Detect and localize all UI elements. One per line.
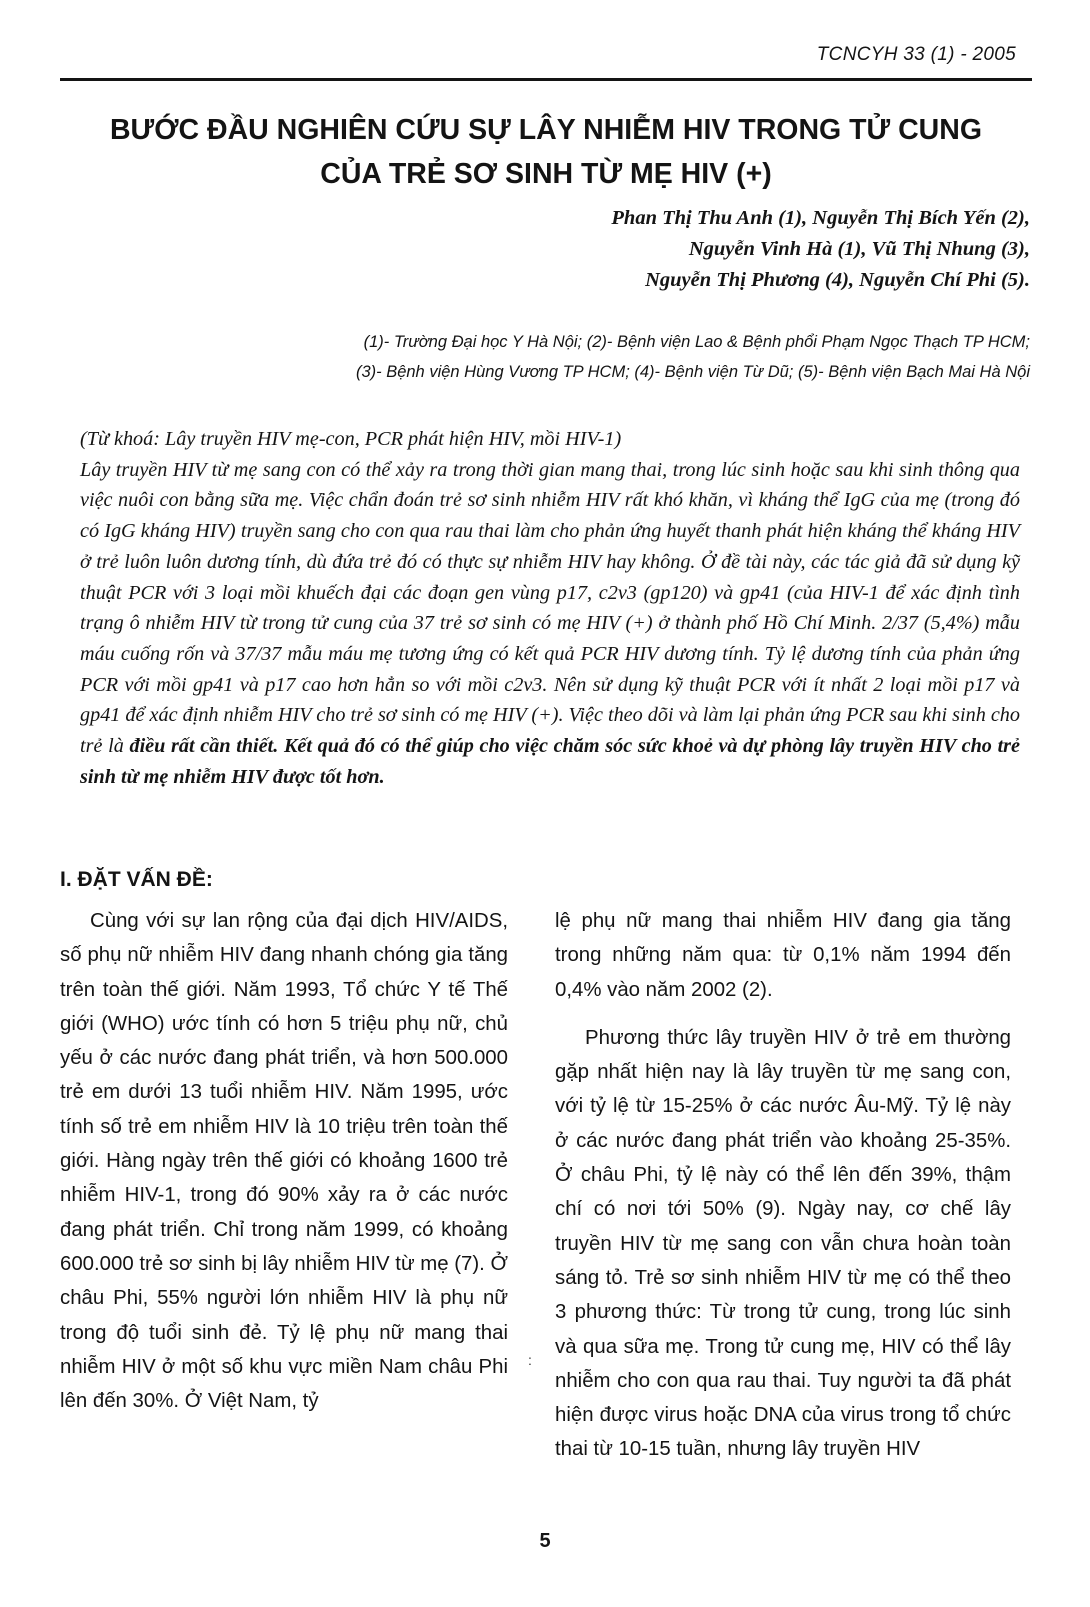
author-list (611, 203, 1030, 296)
affiliations (356, 327, 1030, 387)
abstract (80, 424, 1020, 792)
right-column (555, 904, 1011, 1467)
affiliation-line-2: (3)- Bệnh viện Hùng Vương TP HCM; (4)- Bệnh viện Từ Dũ; (5)- Bệnh viện Bạch Mai Hà Nội (355, 363, 1030, 381)
abstract-body-bold: điều rất cần thiết. Kết quả đó có thể giúp cho việc chăm sóc sức khoẻ và dự phòng lây truyền HIV cho trẻ sinh từ mẹ nhiễm HIV được tốt hơn. (80, 735, 1020, 788)
left-column (60, 904, 508, 1418)
abstract-body-text: Lây truyền HIV từ mẹ sang con có thể xảy ra trong thời gian mang thai, trong lúc sinh hoặc sau khi sinh thông qua việc nuôi con bằng sữa mẹ. Việc chẩn đoán trẻ sơ sinh nhiễm HIV rất khó khăn, vì kháng thể IgG của mẹ (trong đó có IgG kháng HIV) truyền sang cho con qua rau thai làm cho phản ứng huyết thanh phát hiện kháng thể kháng HIV ở trẻ luôn luôn dương tính, dù đứa trẻ đó có thực sự nhiễm HIV hay không. Ở đề tài này, các tác giả đã sử dụng kỹ thuật PCR với 3 loại mồi khuếch đại các đoạn gen vùng p17, c2v3 (gp120) và gp41 (của HIV-1 để xác định tình trạng ô nhiễm HIV từ trong tử cung của 37 trẻ sơ sinh có mẹ HIV (+) ở thành phố Hồ Chí Minh. 2/37 (5,4%) mẫu máu cuống rốn và 37/37 mẫu máu mẹ tương ứng có kết quả PCR HIV dương tính. Tỷ lệ dương tính của phản ứng PCR với mồi gp41 và p17 cao hơn hẳn so với mồi c2v3. Nên sử dụng kỹ thuật PCR với ít nhất 2 loại mồi p17 và gp41 để xác định nhiễm HIV cho trẻ sơ sinh có mẹ HIV (+). Việc theo dõi và làm lại phản ứng PCR sau khi sinh cho trẻ là (80, 458, 1020, 758)
section-heading: I. ĐẶT VẤN ĐỀ: (60, 868, 213, 891)
abstract-body (80, 455, 1020, 793)
abstract-keywords: (Từ khoá: Lây truyền HIV mẹ-con, PCR phát hiện HIV, mồi HIV-1) (80, 428, 622, 450)
title-line-1: BƯỚC ĐẦU NGHIÊN CỨU SỰ LÂY NHIỄM HIV TRONG TỬ CUNG (109, 114, 983, 146)
journal-reference: TCNCYH 33 (1) - 2005 (816, 44, 1016, 65)
author-line-2: Nguyễn Vinh Hà (1), Vũ Thị Nhung (3), (688, 238, 1030, 260)
column-divider-dot: : (528, 1352, 532, 1368)
article-title (60, 108, 1032, 196)
page-number: 5 (539, 1530, 551, 1552)
title-line-2: CỦA TRẺ SƠ SINH TỪ MẸ HIV (+) (320, 158, 772, 190)
intro-paragraph-left: Cùng với sự lan rộng của đại dịch HIV/AIDS, số phụ nữ nhiễm HIV đang nhanh chóng gia tăng trên toàn thế giới. Năm 1993, Tổ chức Y tế Thế giới (WHO) ước tính có hơn 5 triệu phụ nữ, chủ yếu ở các nước đang phát triển, và hơn 500.000 trẻ em dưới 13 tuổi nhiễm HIV. Năm 1995, ước tính số trẻ em nhiễm HIV là 10 triệu trên toàn thế giới. Hàng ngày trên thế giới có khoảng 1600 trẻ nhiễm HIV-1, trong đó 90% xảy ra ở các nước đang phát triển. Chỉ trong năm 1999, có khoảng 600.000 trẻ sơ sinh bị lây nhiễm HIV từ mẹ (7). Ở châu Phi, 55% người lớn nhiễm HIV là phụ nữ trong độ tuổi sinh đẻ. Tỷ lệ phụ nữ mang thai nhiễm HIV ở một số khu vực miền Nam châu Phi lên đến 30%. Ở Việt Nam, tỷ (60, 910, 508, 1413)
author-line-3: Nguyễn Thị Phương (4), Nguyễn Chí Phi (5). (645, 269, 1030, 291)
intro-paragraph-right-1: lệ phụ nữ mang thai nhiễm HIV đang gia tăng trong những năm qua: từ 0,1% năm 1994 đến 0,4% vào năm 2002 (2). (555, 910, 1011, 1001)
affiliation-line-1: (1)- Trường Đại học Y Hà Nội; (2)- Bệnh viện Lao & Bệnh phổi Phạm Ngọc Thạch TP HCM; (363, 333, 1030, 351)
intro-paragraph-right-2: Phương thức lây truyền HIV ở trẻ em thường gặp nhất hiện nay là lây truyền từ mẹ sang con, với tỷ lệ từ 15-25% ở các nước Âu-Mỹ. Tỷ lệ này ở các nước đang phát triển vào khoảng 25-35%. Ở châu Phi, tỷ lệ này có thể lên đến 39%, thậm chí có nơi tới 50% (9). Ngày nay, cơ chế lây truyền HIV từ mẹ sang con vẫn chưa hoàn toàn sáng tỏ. Trẻ sơ sinh nhiễm HIV từ mẹ có thể theo 3 phương thức: Từ trong tử cung, trong lúc sinh và qua sữa mẹ. Trong tử cung mẹ, HIV có thể lây nhiễm cho con qua rau thai. Tuy người ta đã phát hiện được virus hoặc DNA của virus trong tổ chức thai từ 10-15 tuần, nhưng lây truyền HIV (555, 1026, 1011, 1461)
header-rule (60, 78, 1032, 81)
author-line-1: Phan Thị Thu Anh (1), Nguyễn Thị Bích Yến (2), (611, 207, 1030, 229)
